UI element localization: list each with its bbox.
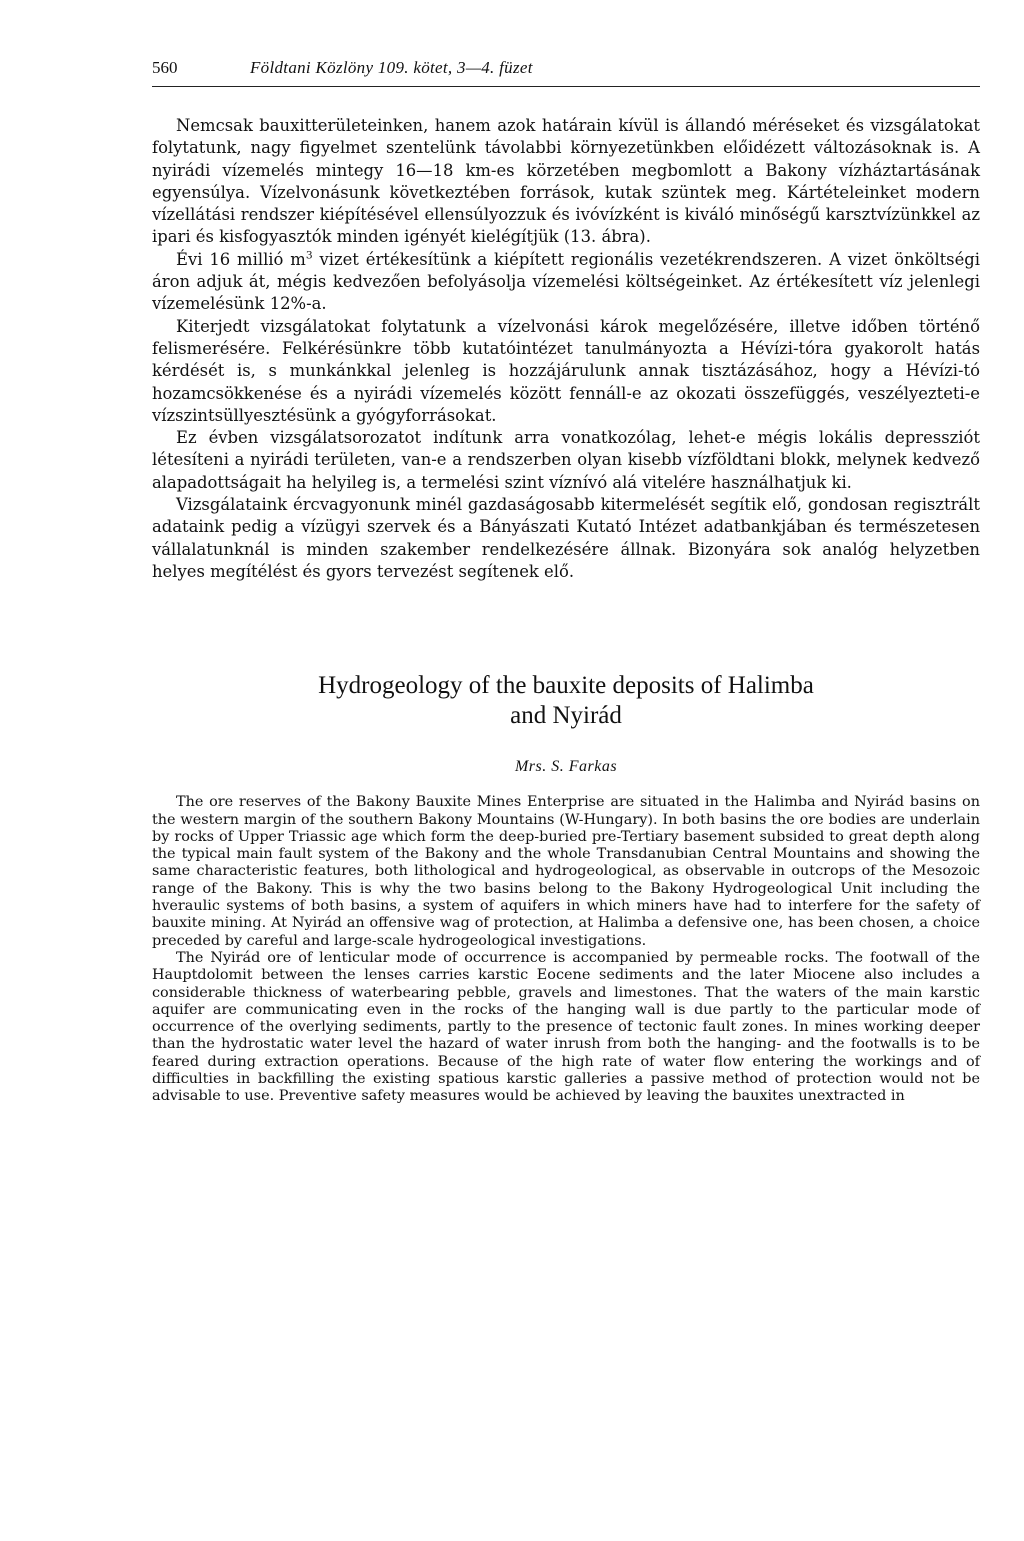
paragraph: Ez évben vizsgálatsorozatot indítunk arra vonatkozólag, lehet-e mégis lokális depressziót létesíteni a nyirádi területen, van-e a rendszerben olyan kisebb vízföldtani blokk, melynek kedvező alapadottságait ha helyileg is, a termelési szint víznívó alá vitelére használhatjuk ki. (152, 428, 980, 492)
paragraph (152, 249, 980, 316)
superscript: 3 (305, 248, 313, 262)
header-rule (152, 86, 980, 87)
paragraph: Nemcsak bauxitterületeinken, hanem azok határain kívül is állandó méréseket és vizsgálatokat folytatunk, nagy figyelmet szentelünk távolabbi környezetünkben előidézett változásoknak is. A nyirádi vízemelés mintegy 16—18 km-es körzetében megbomlott a Bakony vízháztartásának egyensúlya. Vízelvonásunk következtében források, kutak szüntek meg. Kártételeinket modern vízellátási rendszer kiépítésével ellensúlyozzuk és ivóvízként is kiváló minőségű karsztvízünkkel az ipari és kisfogyasztók minden igényét kielégítjük (13. ábra). (152, 116, 980, 247)
paragraph: Kiterjedt vizsgálatokat folytatunk a vízelvonási károk megelőzésére, illetve időben történő felismerésére. Felkérésünkre több kutatóintézet tanulmányozta a Hévízi-tóra gyakorolt hatás kérdését is, s munkánkkal jelenleg is hozzájárulunk annak tisztázásához, hogy a Hévízi-tó hozamcsökkenése és a nyirádi vízemelés között fennáll-e az okozati összefüggés, veszélyezteti-e vízszintsüllyesztésünk a gyógyforrásokat. (152, 316, 980, 425)
journal-title: Földtani Közlöny 109. kötet, 3—4. füzet (250, 58, 533, 77)
paragraph: The ore reserves of the Bakony Bauxite Mines Enterprise are situated in the Halimba and Nyirád basins on the western margin of the southern Bakony Mountains (W-Hungary). In both basins the ore bodies are underlain by rocks of Upper Triassic age which form the deep-buried pre-Tertiary basement subsided to great depth along the typical main fault system of the Bakony and the whole Transdanubian Central Mountains and showing the same characteristic features, both lithological and hydrogeological, as observable in outcrops of the Mesozoic range of the Bakony. This is why the two basins belong to the Bakony Hydrogeological Unit including the hveraulic systems of both basins, a system of aquifers in which miners have had to interfere for the safety of bauxite mining. At Nyirád an offensive wag of protection, at Halimba a defensive one, has been chosen, a choice preceded by careful and large-scale hydrogeological investigations. (152, 794, 980, 949)
page (152, 58, 980, 1106)
title-line: and Nyirád (510, 702, 622, 730)
paragraph: Vizsgálataink ércvagyonunk minél gazdaságosabb kitermelését segítik elő, gondosan regisztrált adataink pedig a vízügyi szervek és a Bányászati Kutató Intézet adatbankjában és természetesen vállalatunknál is minden szakember rendelkezésére állnak. Bizonyára sok analóg helyzetben helyes megítélést és gyors tervezést segítenek elő. (152, 495, 980, 581)
english-summary-title (152, 671, 980, 731)
paragraph: The Nyirád ore of lenticular mode of occurrence is accompanied by permeable rocks. The footwall of the Hauptdolomit between the lenses carries karstic Eocene sediments and the later Miocene also includes a considerable thickness of waterbearing pebble, gravels and limestones. That the waters of the main karstic aquifer are communicating even in the rocks of the hanging wall is due partly to the particular mode of occurrence of the overlying sediments, partly to the presence of tectonic fault zones. In mines working deeper than the hydrostatic water level the hazard of water inrush from both the hanging- and the footwalls is to be feared during extraction operations. Because of the high rate of water flow entering the workings and of difficulties in backfilling the existing spatious karstic galleries a passive method of protection would not be advisable to use. Preventive safety measures would be achieved by leaving the bauxites unextracted in (152, 949, 980, 1105)
title-line: Hydrogeology of the bauxite deposits of Halimba (318, 672, 814, 700)
text-run: Évi 16 millió m (176, 249, 306, 269)
english-text (152, 794, 980, 1105)
hungarian-text (152, 115, 980, 583)
running-header (152, 58, 980, 82)
page-number: 560 (152, 58, 178, 77)
text-run: vizet értékesítünk a kiépített regionális vezetékrendszeren. A vizet önköltségi áron adjuk át, mégis kedvezően befolyásolja vízemelési költségeinket. Az értékesített víz jelenlegi vízemelésünk 12%-a. (152, 249, 981, 314)
author: Mrs. S. Farkas (514, 758, 618, 776)
